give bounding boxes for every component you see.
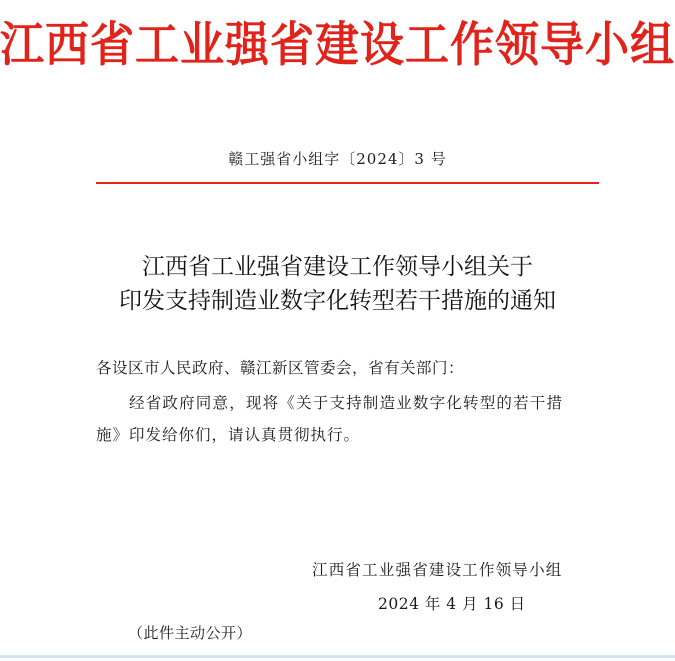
body-paragraph-line2: 施》印发给你们，请认真贯彻执行。 [96, 426, 361, 444]
notice-title-line2: 印发支持制造业数字化转型若干措施的通知 [119, 288, 556, 314]
red-divider-rule [96, 182, 599, 184]
body-paragraph-line1: 经省政府同意，现将《关于支持制造业数字化转型的若干措 [129, 394, 564, 412]
document-number: 赣工强省小组字〔2024〕3 号 [228, 150, 447, 168]
org-header-title: 江西省工业强省建设工作领导小组 [0, 17, 675, 73]
recipient-line: 各设区市人民政府、赣江新区管委会，省有关部门： [96, 359, 465, 377]
bottom-edge-line [0, 655, 675, 658]
public-disclosure-note: （此件主动公开） [128, 624, 253, 642]
notice-title-line1: 江西省工业强省建设工作领导小组关于 [142, 254, 533, 280]
signature-organization: 江西省工业强省建设工作领导小组 [312, 561, 563, 579]
signature-date: 2024 年 4 月 16 日 [378, 595, 526, 613]
notice-title [0, 250, 675, 318]
